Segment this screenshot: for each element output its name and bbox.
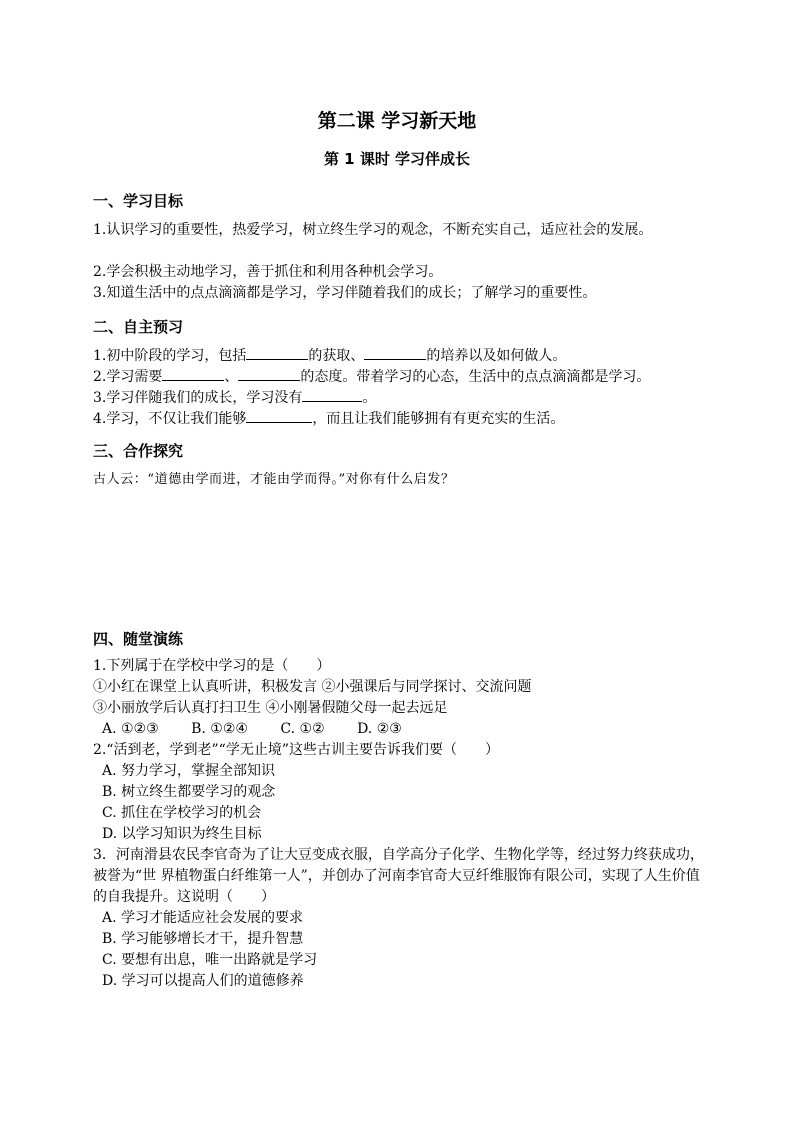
q3-text-b: 。 bbox=[362, 390, 377, 406]
objective-item-2: 2.学会积极主动地学习，善于抓住和利用各种机会学习。 bbox=[93, 264, 443, 280]
practice-q2-option-a: A. 努力学习，掌握全部知识 bbox=[102, 763, 276, 779]
practice-q2-stem: 2.“活到老，学到老”“学无止境”这些古训主要告诉我们要（ ） bbox=[93, 742, 499, 758]
section-heading-preview: 二、自主预习 bbox=[93, 318, 184, 336]
objective-item-3: 3.知道生活中的点点滴滴都是学习，学习伴随着我们的成长；了解学习的重要性。 bbox=[93, 285, 597, 301]
q3-text-a: 3.学习伴随我们的成长，学习没有 bbox=[93, 390, 303, 406]
objective-item-1: 1.认识学习的重要性，热爱学习，树立终生学习的观念，不断充实自己，适应社会的发展。 bbox=[93, 222, 653, 238]
practice-q1-line-1: ①小红在课堂上认真听讲，积极发言 ②小强课后与同学探讨、交流问题 bbox=[93, 679, 532, 695]
practice-q3-stem: 3．河南滑县农民李官奇为了让大豆变成衣服，自学高分子化学、生物化学等，经过努力终获成功，被誉为“世 界植物蛋白纤维第一人”，并创办了河南李官奇大豆纤维服饰有限公司，实现了人生价值的自我提升。这说明（ ） bbox=[93, 847, 704, 905]
blank-field[interactable] bbox=[162, 366, 224, 381]
practice-q3-option-a: A. 学习才能适应社会发展的要求 bbox=[102, 910, 304, 926]
practice-q1-line-2: ③小丽放学后认真打扫卫生 ④小刚暑假随父母一起去远足 bbox=[93, 700, 448, 716]
section-heading-practice: 四、随堂演练 bbox=[93, 630, 184, 648]
practice-q1-stem: 1.下列属于在学校中学习的是（ ） bbox=[93, 658, 331, 674]
page-title: 第二课 学习新天地 bbox=[317, 110, 477, 132]
q2-text-b: 、 bbox=[224, 369, 239, 385]
practice-q2-option-d: D. 以学习知识为终生目标 bbox=[102, 826, 262, 842]
blank-field[interactable] bbox=[364, 345, 426, 360]
q4-text-a: 4.学习，不仅让我们能够 bbox=[93, 411, 247, 427]
q2-text-a: 2.学习需要 bbox=[93, 369, 163, 385]
practice-q2-option-b: B. 树立终生都要学习的观念 bbox=[102, 784, 276, 800]
page-subtitle: 第 1 课时 学习伴成长 bbox=[323, 150, 471, 168]
q1-text-c: 的培养以及如何做人。 bbox=[426, 348, 567, 364]
blank-field[interactable] bbox=[246, 345, 308, 360]
practice-q3-option-b: B. 学习能够增长才干，提升智慧 bbox=[102, 931, 304, 947]
blank-field[interactable] bbox=[302, 387, 362, 402]
practice-q3-option-c: C. 要想有出息，唯一出路就是学习 bbox=[102, 952, 318, 968]
q2-text-c: 的态度。带着学习的心态，生活中的点点滴滴都是学习。 bbox=[300, 369, 651, 385]
preview-question-2 bbox=[93, 366, 705, 388]
explore-question: 古人云：“道德由学而进，才能由学而得。”对你有什么启发？ bbox=[93, 472, 455, 487]
preview-question-3 bbox=[93, 387, 705, 409]
preview-question-4 bbox=[93, 408, 705, 430]
preview-question-1 bbox=[93, 345, 705, 367]
practice-q1-options: A. ①②③ B. ①②④ C. ①② D. ②③ bbox=[102, 721, 402, 737]
blank-field[interactable] bbox=[246, 408, 312, 423]
section-heading-explore: 三、合作探究 bbox=[93, 442, 184, 460]
practice-q3-option-d: D. 学习可以提高人们的道德修养 bbox=[102, 973, 304, 989]
q1-text-a: 1.初中阶段的学习，包括 bbox=[93, 348, 247, 364]
blank-field[interactable] bbox=[238, 366, 300, 381]
q1-text-b: 的获取、 bbox=[308, 348, 365, 364]
q4-text-b: ，而且让我们能够拥有有更充实的生活。 bbox=[312, 411, 565, 427]
practice-q2-option-c: C. 抓住在学校学习的机会 bbox=[102, 805, 262, 821]
section-heading-objectives: 一、学习目标 bbox=[93, 192, 184, 210]
